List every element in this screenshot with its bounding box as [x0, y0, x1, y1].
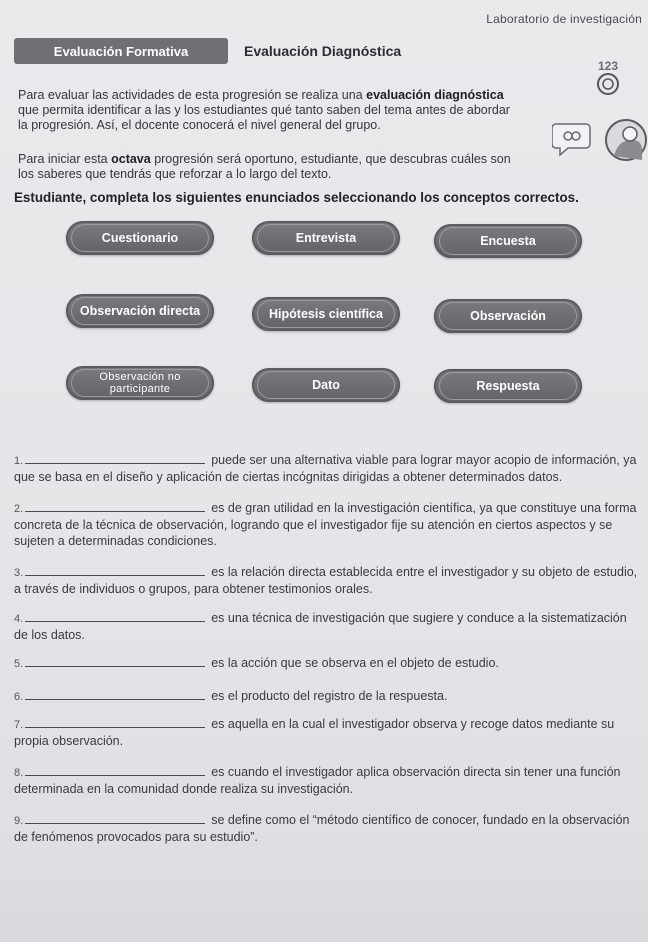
- numbers-badge-icon: [588, 58, 628, 98]
- speech-bubble-icon: [552, 118, 592, 158]
- question-1: 1. puede ser una alternativa viable para lograr mayor acopio de información, ya que se basa en el diseño y aplicación de ciertas incógnitas dirigidas a obtener determinados datos.: [14, 453, 637, 484]
- concept-respuesta[interactable]: Respuesta: [434, 369, 582, 403]
- intro-paragraph-2: Para iniciar esta octava progresión será oportuno, estudiante, que descubras cuáles son los saberes que tendrás que reforzar a lo largo del texto.: [18, 152, 511, 181]
- answer-blank-2[interactable]: [25, 501, 205, 512]
- concept-entrevista[interactable]: Entrevista: [252, 221, 400, 255]
- thinking-head-icon: [600, 116, 648, 166]
- question-6: 6. es el producto del registro de la respuesta.: [14, 689, 448, 703]
- answer-blank-4[interactable]: [25, 611, 205, 622]
- answer-blank-1[interactable]: [25, 453, 205, 464]
- instruction-heading: Estudiante, completa los siguientes enunciados seleccionando los conceptos correctos.: [14, 190, 579, 205]
- answer-blank-7[interactable]: [25, 717, 205, 728]
- intro-paragraph-1: Para evaluar las actividades de esta progresión se realiza una evaluación diagnóstica que permita identificar a las y los estudiantes qué tanto saben del tema antes de abordar la progresión. Así, el docente conocerá el nivel general del grupo.: [18, 88, 510, 132]
- concept-hipotesis-cientifica[interactable]: Hipótesis científica: [252, 297, 400, 331]
- concept-encuesta[interactable]: Encuesta: [434, 224, 582, 258]
- question-9: 9. se define como el “método científico de conocer, fundado en la observación de fenómenos provocados para su estudio”.: [14, 813, 630, 844]
- answer-blank-9[interactable]: [25, 813, 205, 824]
- badge-text: 123: [597, 59, 619, 73]
- page-bottom-shadow: [0, 870, 648, 942]
- tab-evaluacion-formativa[interactable]: Evaluación Formativa: [14, 38, 228, 64]
- question-7: 7. es aquella en la cual el investigador observa y recoge datos mediante su propia observación.: [14, 717, 615, 748]
- answer-blank-6[interactable]: [25, 689, 205, 700]
- question-5: 5. es la acción que se observa en el objeto de estudio.: [14, 656, 499, 670]
- answer-blank-3[interactable]: [25, 565, 205, 576]
- concept-observacion-no-participante[interactable]: Observación no participante: [66, 366, 214, 400]
- question-4: 4. es una técnica de investigación que sugiere y conduce a la sistematización de los datos.: [14, 611, 627, 642]
- answer-blank-8[interactable]: [25, 765, 205, 776]
- question-3: 3. es la relación directa establecida entre el investigador y su objeto de estudio, a través de individuos o grupos, para obtener testimonios orales.: [14, 565, 638, 596]
- tab-evaluacion-diagnostica[interactable]: Evaluación Diagnóstica: [244, 43, 402, 59]
- concept-observacion-directa[interactable]: Observación directa: [66, 294, 214, 328]
- concept-dato[interactable]: Dato: [252, 368, 400, 402]
- answer-blank-5[interactable]: [25, 656, 205, 667]
- question-8: 8. es cuando el investigador aplica observación directa sin tener una función determinada en la comunidad donde realiza su investigación.: [14, 765, 621, 796]
- lab-title: Laboratorio de investigación: [486, 12, 642, 26]
- concept-cuestionario[interactable]: Cuestionario: [66, 221, 214, 255]
- question-2: 2. es de gran utilidad en la investigación científica, ya que constituye una forma concreta de la técnica de observación, logrando que el investigador fije su atención en ciertos aspectos y se sujeten a determinadas condiciones.: [14, 501, 637, 548]
- concept-observacion[interactable]: Observación: [434, 299, 582, 333]
